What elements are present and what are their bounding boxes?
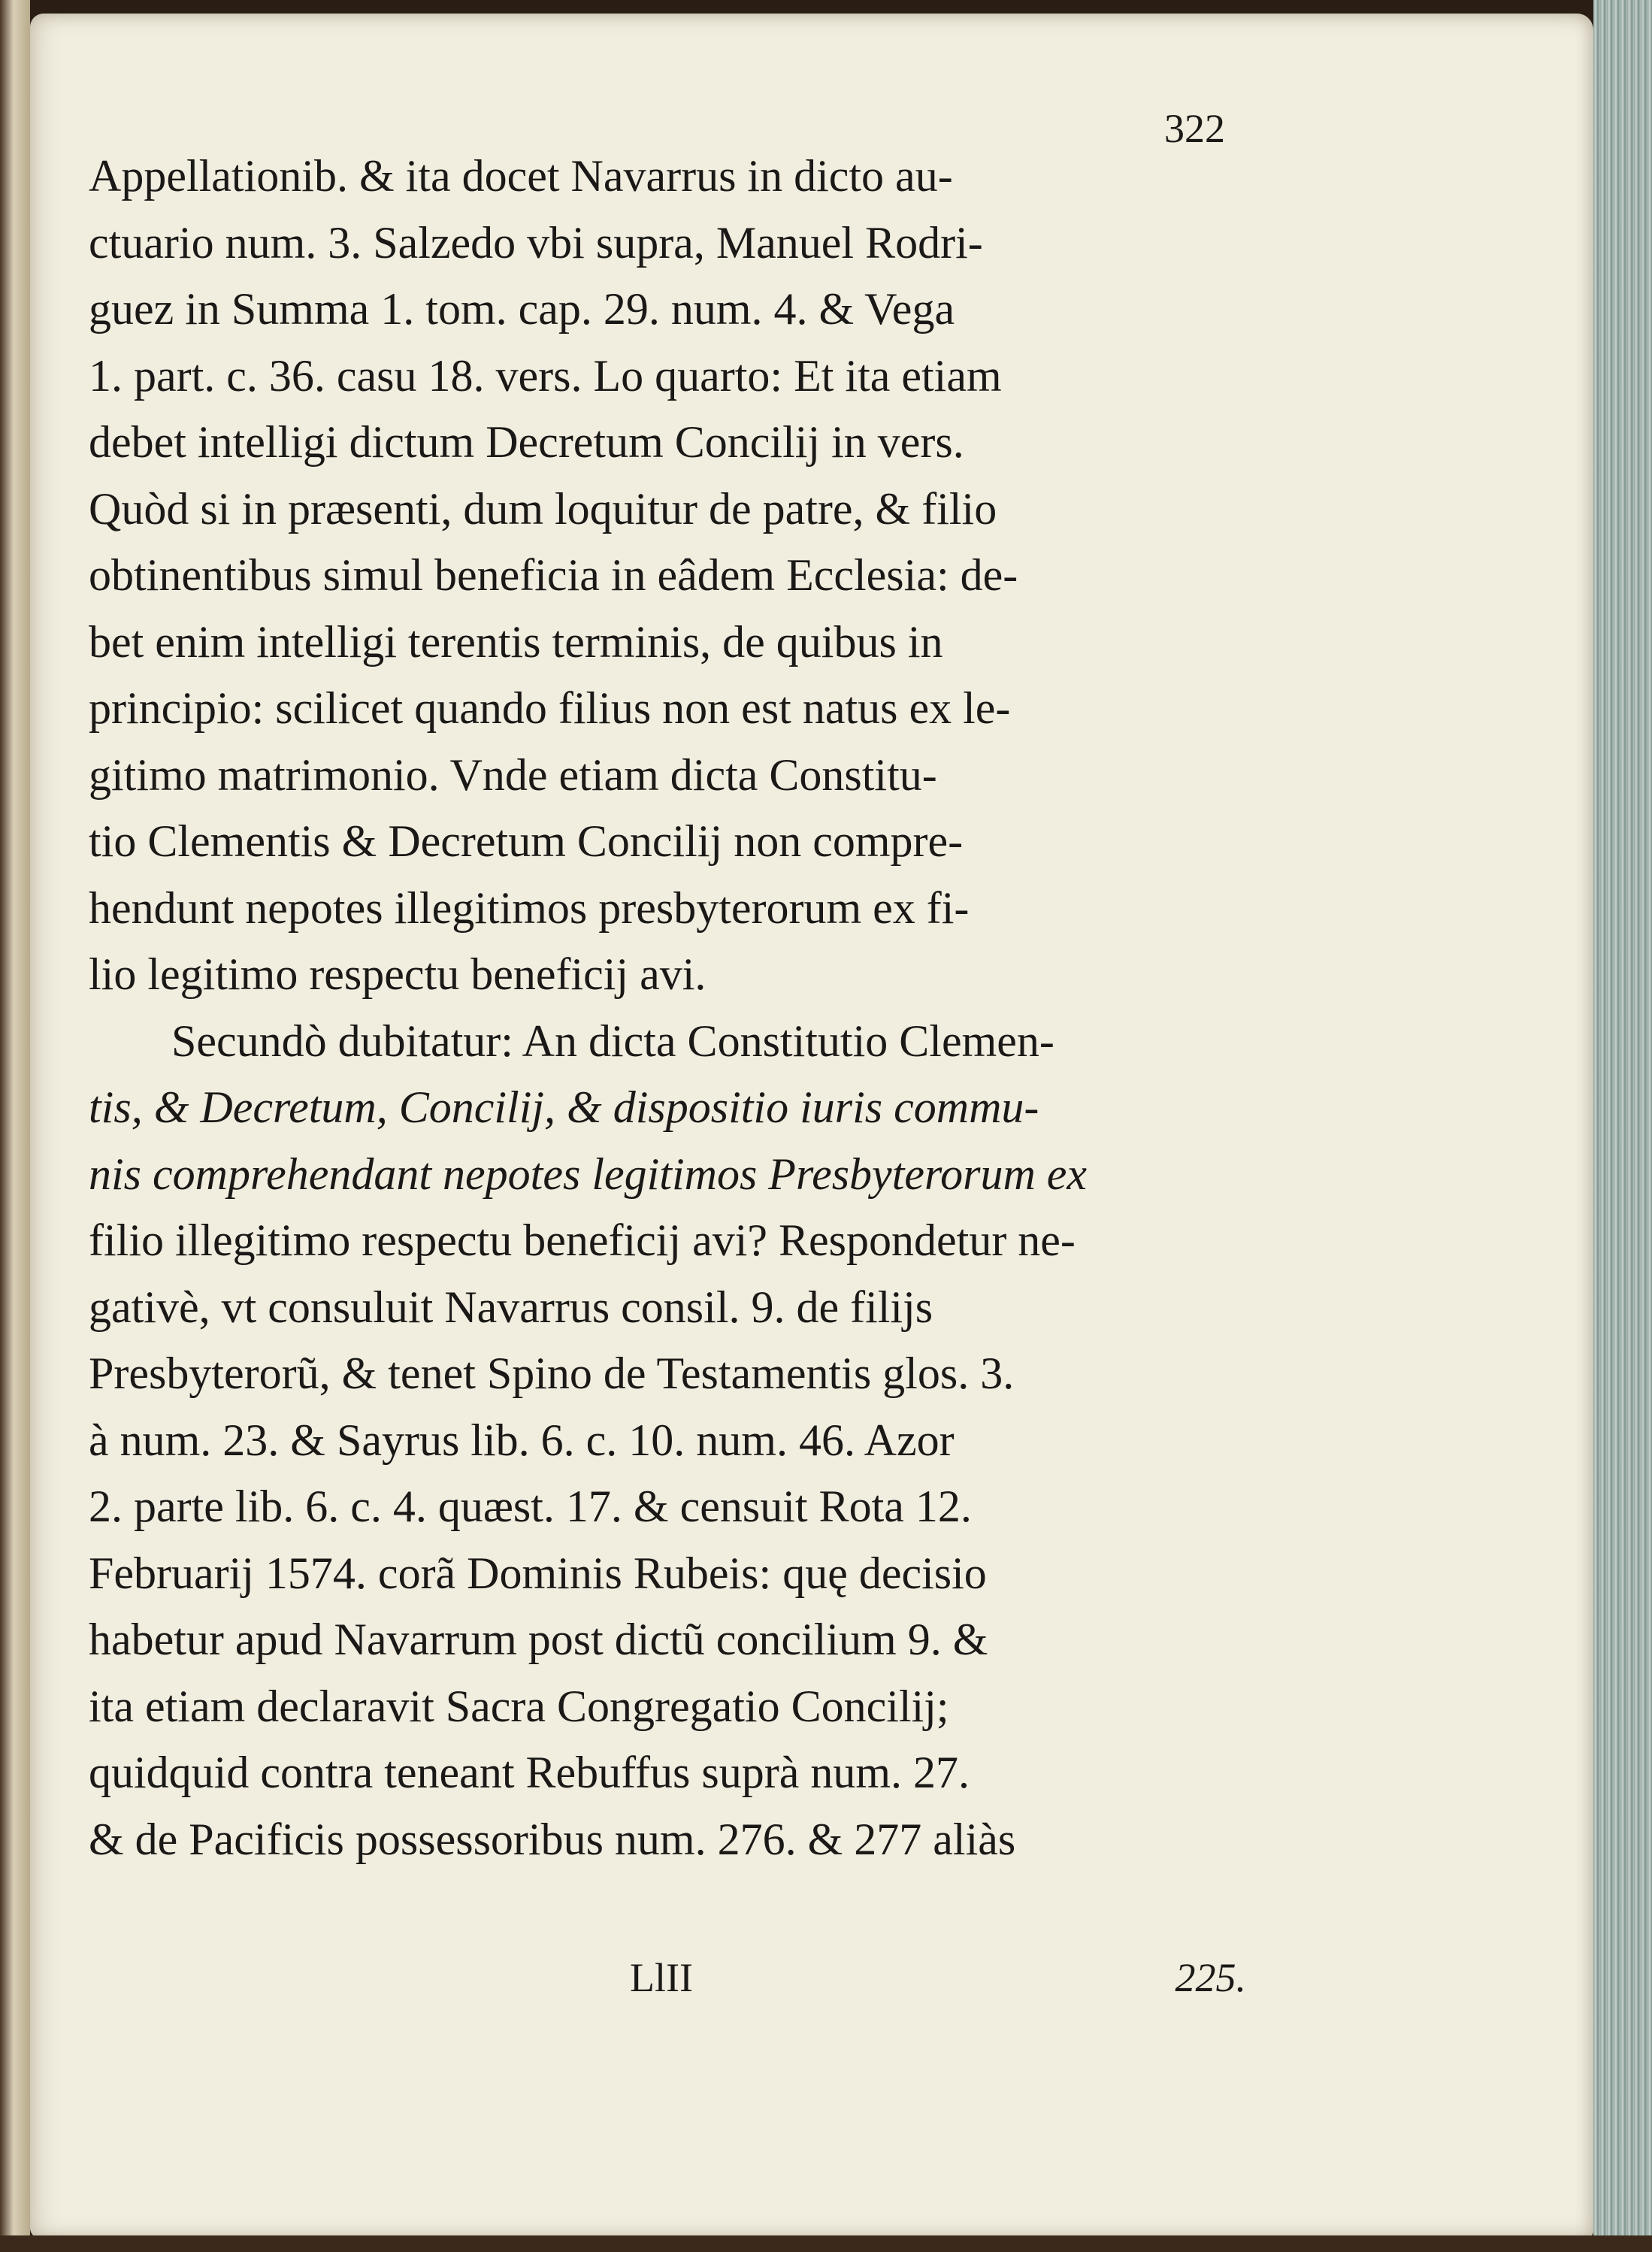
- text-line: gitimo matrimonio. Vnde etiam dicta Constitu-: [89, 749, 937, 800]
- text-line: lio legitimo respectu beneficij avi.: [89, 949, 706, 999]
- text-line: tio Clementis & Decretum Concilij non compre-: [89, 816, 964, 866]
- text-line: & de Pacificis possessoribus num. 276. & 277 aliàs: [89, 1814, 1016, 1864]
- text-line: bet enim intelligi terentis terminis, de quibus in: [89, 616, 943, 667]
- text-line: tis, & Decretum, Concilij, & dispositio iuris commu-: [89, 1082, 1039, 1132]
- text-line: principio: scilicet quando filius non est natus ex le-: [89, 683, 1011, 733]
- footer-row: [89, 1954, 1246, 2014]
- text-line: Appellationib. & ita docet Navarrus in dicto au-: [89, 151, 953, 201]
- text-line: Presbyterorũ, & tenet Spino de Testamentis glos. 3.: [89, 1348, 1015, 1398]
- page-edges: [1593, 0, 1652, 2252]
- text-line: filio illegitimo respectu beneficij avi? Respondetur ne-: [89, 1215, 1076, 1265]
- page-number: 322: [1164, 106, 1225, 151]
- text-line: gativè, vt consuluit Navarrus consil. 9. de filijs: [89, 1282, 933, 1332]
- text-line: ita etiam declaravit Sacra Congregatio Concilij;: [89, 1681, 949, 1731]
- book-gutter: [0, 0, 30, 2252]
- book-cover-edge: [0, 2235, 1652, 2252]
- catchword: 225.: [1175, 1955, 1246, 2000]
- text-line: Quòd si in præsenti, dum loquitur de patre, & filio: [89, 483, 997, 534]
- text-line: Februarij 1574. corã Dominis Rubeis: quę decisio: [89, 1548, 987, 1598]
- text-block: [89, 143, 1246, 1872]
- text-line: 2. parte lib. 6. c. 4. quæst. 17. & censuit Rota 12.: [89, 1482, 972, 1531]
- text-line: à num. 23. & Sayrus lib. 6. c. 10. num. 46. Azor: [89, 1415, 955, 1465]
- text-line: hendunt nepotes illegitimos presbyterorum ex fi-: [89, 882, 970, 933]
- text-line: 1. part. c. 36. casu 18. vers. Lo quarto: Et ita etiam: [89, 350, 1002, 401]
- text-line: obtinentibus simul beneficia in eâdem Ecclesia: de-: [89, 550, 1018, 600]
- text-line: habetur apud Navarrum post dictũ concilium 9. &: [89, 1615, 988, 1664]
- text-line: quidquid contra teneant Rebuffus suprà num. 27.: [89, 1748, 970, 1797]
- text-line: Secundò dubitatur: An dicta Constitutio Clemen-: [171, 1016, 1054, 1066]
- text-line: debet intelligi dictum Decretum Concilij in vers.: [89, 417, 964, 467]
- text-line: nis comprehendant nepotes legitimos Presbyterorum ex: [89, 1149, 1088, 1199]
- text-line: ctuario num. 3. Salzedo vbi supra, Manuel Rodri-: [89, 217, 983, 268]
- text-line: guez in Summa 1. tom. cap. 29. num. 4. & Vega: [89, 284, 955, 334]
- signature-mark: LlII: [630, 1955, 693, 2000]
